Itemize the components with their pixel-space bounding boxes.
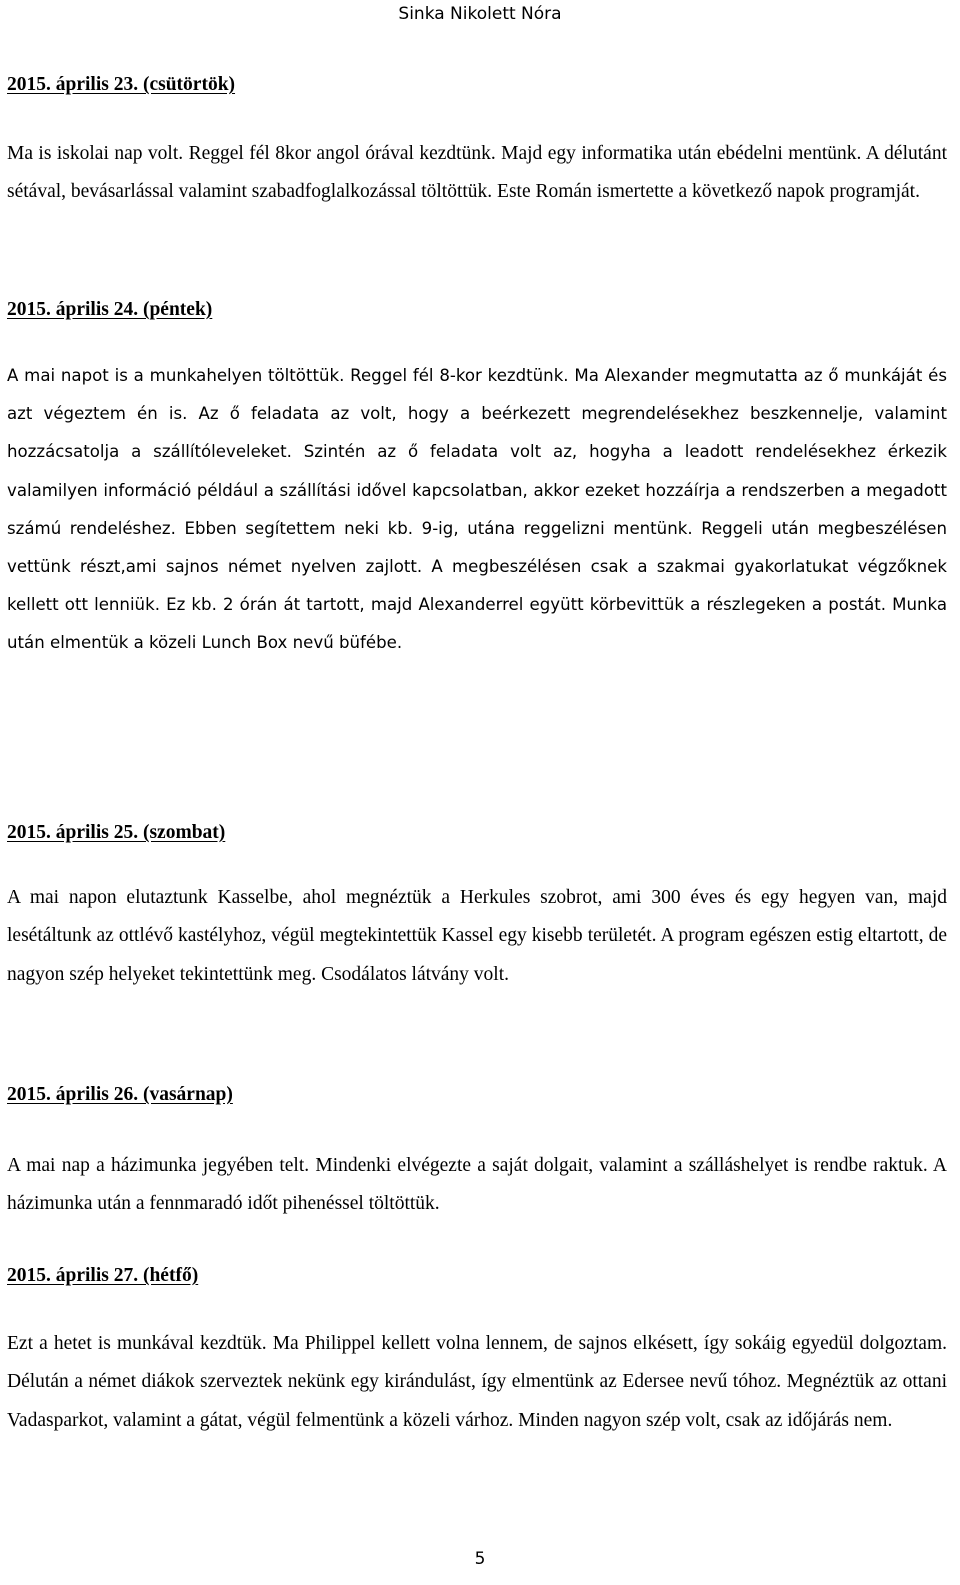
diary-entry-april-25-body — [7, 879, 947, 994]
diary-entry-april-27-body — [7, 1325, 947, 1440]
entry-heading: 2015. április 24. (péntek) — [7, 299, 213, 320]
page-number: 5 — [474, 1549, 486, 1569]
entry-paragraph: A mai nap a házimunka jegyében telt. Mindenki elvégezte a saját dolgait, valamint a szálláshelyet is rendbe raktuk. A házimunka után a fennmaradó időt pihenéssel töltöttük. — [7, 1155, 947, 1215]
running-header-author: Sinka Nikolett Nóra — [398, 4, 562, 24]
entry-paragraph: A mai napot is a munkahelyen töltöttük. Reggel fél 8-kor kezdtünk. Ma Alexander megmutatta az ő munkáját és azt végeztem én is. Az ő feladata az volt, hogy a beérkezett megrendelésekhez beszkennelje, valamint hozzácsatolja a szállítóleveleket. Szintén az ő feladata volt az, hogyha a leadott rendelésekhez érkezik valamilyen információ például a szállítási idővel kapcsolatban, akkor ezeket hozzáírja a rendszerben a megadott számú rendeléshez. Ebben segítettem neki kb. 9-ig, utána reggelizni mentünk. Reggeli után megbeszélésen vettünk részt,ami sajnos német nyelven zajlott. A megbeszélésen csak a szakmai gyakorlatukat végzőknek kellett ott lenniük. Ez kb. 2 órán át tartott, majd Alexanderrel együtt körbevittük a részlegeken a postát. Munka után elmentük a közeli Lunch Box nevű büfébe. — [7, 366, 947, 653]
diary-entry-april-23-body — [7, 135, 947, 212]
diary-entry-april-27 — [7, 1264, 947, 1288]
diary-entry-april-26-body — [7, 1147, 947, 1224]
diary-entry-april-26 — [7, 1083, 947, 1107]
diary-entry-april-25 — [7, 821, 947, 845]
entry-heading: 2015. április 23. (csütörtök) — [7, 74, 236, 95]
entry-paragraph: Ezt a hetet is munkával kezdtük. Ma Philippel kellett volna lennem, de sajnos elkésett, így sokáig egyedül dolgoztam. Délután a német diákok szerveztek nekünk egy kirándulást, így elmentünk az Edersee nevű tóhoz. Megnéztük az ottani Vadasparkot, valamint a gátat, végül felmentünk a közeli várhoz. Minden nagyon szép volt, csak az időjárás nem. — [7, 1333, 947, 1431]
diary-entry-april-24 — [7, 298, 947, 322]
entry-heading: 2015. április 27. (hétfő) — [7, 1265, 199, 1286]
diary-entry-april-24-body — [7, 357, 947, 663]
entry-heading: 2015. április 25. (szombat) — [7, 822, 226, 843]
entry-paragraph: A mai napon elutaztunk Kasselbe, ahol megnéztük a Herkules szobrot, ami 300 éves és egy hegyen van, majd lesétáltunk az ottlévő kastélyhoz, végül megtekintettük Kassel egy kisebb területét. A program egészen estig eltartott, de nagyon szép helyeket tekintettünk meg. Csodálatos látvány volt. — [7, 887, 947, 985]
diary-entry-april-23 — [7, 73, 947, 97]
entry-paragraph: Ma is iskolai nap volt. Reggel fél 8kor angol órával kezdtünk. Majd egy informatika után ebédelni mentünk. A délutánt sétával, bevásarlással valamint szabadfoglalkozással töltöttük. Este Román ismertette a következő napok programját. — [7, 143, 947, 203]
entry-heading: 2015. április 26. (vasárnap) — [7, 1084, 233, 1105]
